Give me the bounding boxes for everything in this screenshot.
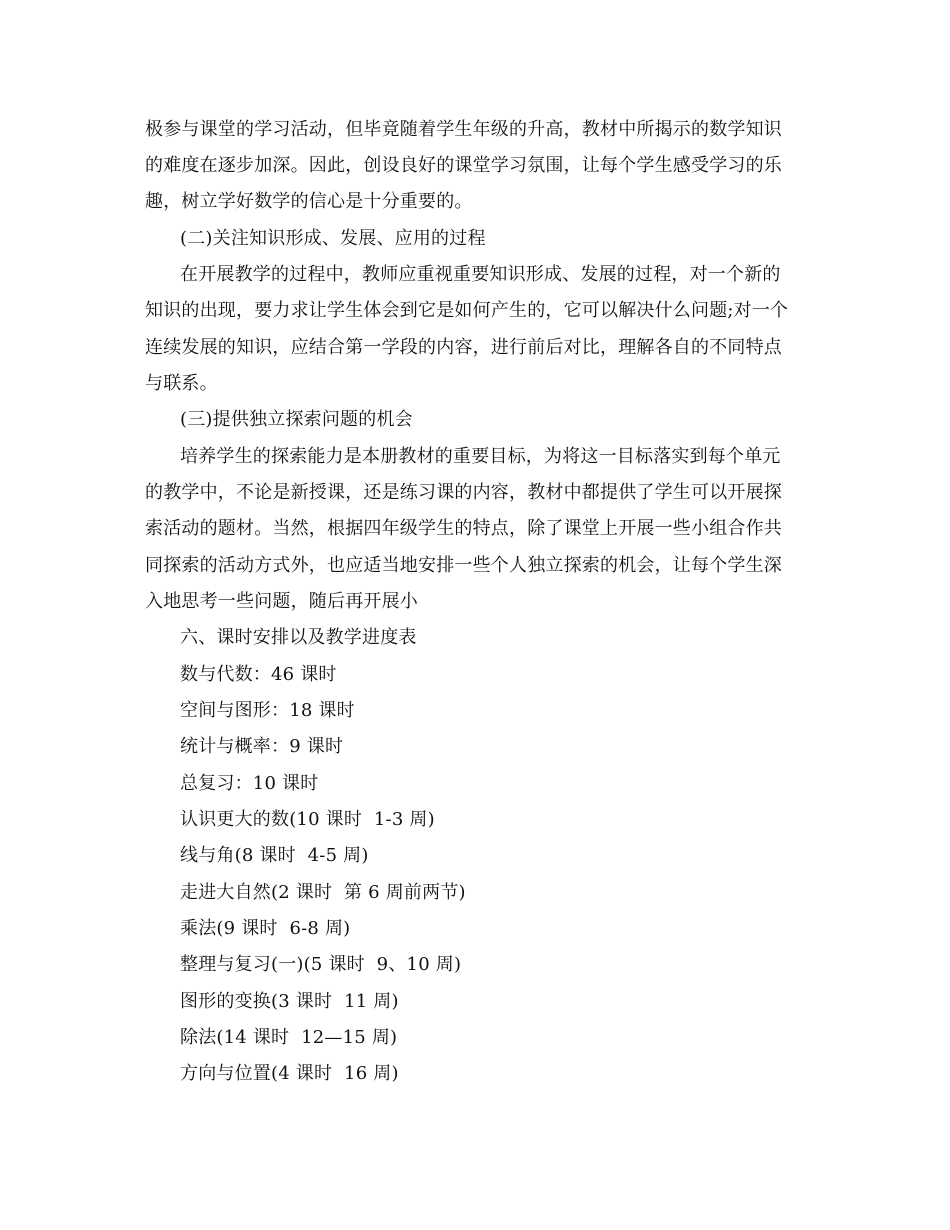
paragraph-line: 的教学中，不论是新授课，还是练习课的内容，教材中都提供了学生可以开展探 (145, 482, 782, 503)
list-item: 整理与复习(一)(5 课时 9、10 周) (180, 954, 462, 975)
paragraph-line: 培养学生的探索能力是本册教材的重要目标，为将这一目标落实到每个单元 (180, 446, 781, 467)
list-item: 数与代数：46 课时 (180, 664, 337, 685)
paragraph-line: 的难度在逐步加深。因此，创设良好的课堂学习氛围，让每个学生感受学习的乐 (145, 155, 782, 176)
list-item: 统计与概率：9 课时 (180, 736, 344, 757)
list-item: 方向与位置(4 课时 16 周) (180, 1063, 399, 1084)
list-item: 空间与图形：18 课时 (180, 700, 355, 721)
paragraph-line: 入地思考一些问题，随后再开展小 (145, 591, 418, 612)
paragraph-line: 极参与课堂的学习活动，但毕竟随着学生年级的升高，教材中所揭示的数学知识 (145, 119, 782, 140)
paragraph-line: 趣，树立学好数学的信心是十分重要的。 (145, 191, 473, 212)
section-heading: (二)关注知识形成、发展、应用的过程 (180, 228, 486, 249)
paragraph-line: 在开展教学的过程中，教师应重视重要知识形成、发展的过程，对一个新的 (180, 264, 781, 285)
list-item: 线与角(8 课时 4-5 周) (180, 845, 369, 866)
paragraph-line: 知识的出现，要力求让学生体会到它是如何产生的，它可以解决什么问题;对一个 (145, 300, 789, 321)
paragraph-line: 索活动的题材。当然，根据四年级学生的特点，除了课堂上开展一些小组合作共 (145, 518, 782, 539)
list-item: 乘法(9 课时 6-8 周) (180, 918, 351, 939)
section-heading: 六、课时安排以及教学进度表 (180, 627, 417, 648)
paragraph-line: 与联系。 (145, 373, 218, 394)
section-heading: (三)提供独立探索问题的机会 (180, 409, 413, 430)
list-item: 图形的变换(3 课时 11 周) (180, 991, 399, 1012)
paragraph-line: 连续发展的知识，应结合第一学段的内容，进行前后对比，理解各自的不同特点 (145, 337, 782, 358)
paragraph-line: 同探索的活动方式外，也应适当地安排一些个人独立探索的机会，让每个学生深 (145, 555, 782, 576)
list-item: 总复习：10 课时 (180, 773, 319, 794)
list-item: 走进大自然(2 课时 第 6 周前两节) (180, 882, 466, 903)
list-item: 除法(14 课时 12—15 周) (180, 1027, 398, 1048)
list-item: 认识更大的数(10 课时 1-3 周) (180, 809, 435, 830)
